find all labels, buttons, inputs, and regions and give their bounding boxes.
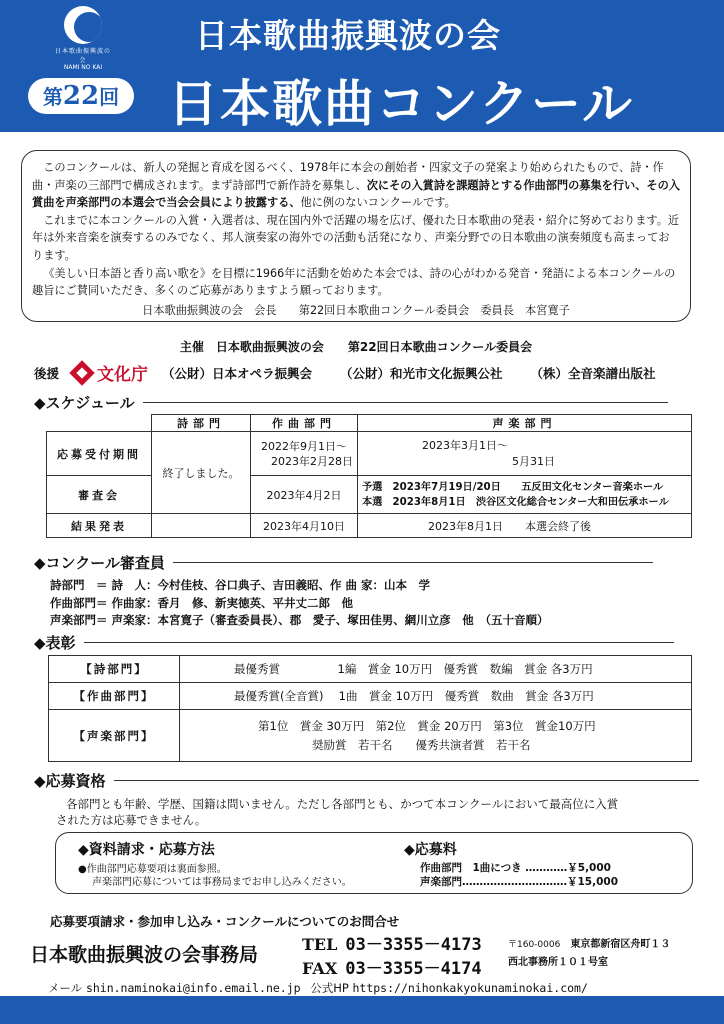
intro-text: このコンクールは、新人の発掘と育成を図るべく、1978年に本会の創始者・四家文子の発案より始められたもので、詩・作曲・声楽の三部門で構成されます。まず詩部門で新作詩を募集し、: [32, 161, 664, 192]
fax-label: FAX: [302, 959, 338, 978]
table-row: [49, 710, 692, 762]
organizers: 主催 日本歌曲振興波の会 第22回日本歌曲コンクール委員会: [179, 340, 533, 354]
phone-block: [302, 933, 482, 981]
request-line-2: 声楽部門応募については事務局までお申し込みください。: [92, 877, 352, 888]
wave-logo-icon: [64, 6, 102, 44]
bunka-text: 文化庁: [97, 365, 149, 385]
fee-dots: …………………………: [462, 876, 567, 888]
divider: [143, 402, 668, 403]
judges-vocal: 声楽部門＝ 声楽家：本宮寛子（審査委員長）、郡 愛子、塚田佳男、網川立彦 他 （五十音順）: [50, 613, 549, 627]
fee-composition: [404, 861, 618, 875]
comp-period-end: 2023年2月28日: [271, 454, 353, 468]
request-box: [55, 832, 693, 894]
divider: [114, 780, 699, 781]
request-heading: ◆資料請求・応募方法: [78, 842, 215, 858]
header-poetry: 詩部門: [152, 415, 251, 432]
intro-signature: 日本歌曲振興波の会 会長 第22回日本歌曲コンクール委員会 委員長 本宮寛子: [142, 303, 570, 317]
website-link[interactable]: https://nihonkakyokunaminokai.com/: [352, 981, 588, 995]
fax-number: 03－3355－4174: [345, 959, 482, 979]
mail-label: メール: [48, 981, 83, 995]
address-block: [508, 936, 670, 971]
table-row: [47, 432, 692, 476]
logo: [52, 6, 114, 71]
section-title: ◆スケジュール: [34, 394, 135, 412]
support-row: [34, 360, 704, 385]
tel-number: 03－3355－4173: [345, 935, 482, 955]
judges-heading: [34, 552, 653, 573]
vocal-period: [358, 432, 692, 476]
tel-label: TEL: [302, 935, 338, 954]
email-hp-line: [48, 980, 588, 996]
fee-vocal: [404, 875, 618, 889]
header-banner: [0, 0, 724, 132]
support-label: 後援: [34, 365, 60, 381]
award-vocal: [180, 710, 692, 762]
tel-line: [302, 933, 482, 957]
table-row: [47, 476, 692, 514]
vocal-period-start: 2023年3月1日～: [422, 438, 508, 452]
address-2: 西北事務所１０１号室: [508, 957, 608, 968]
qualification-heading: [34, 770, 699, 791]
award-vocal-line-1: 第1位 賞金 30万円 第2位 賞金 20万円 第3位 賞金10万円: [258, 718, 596, 733]
org-title: 日本歌曲振興波の会: [195, 16, 501, 55]
fee-label: 声楽部門: [420, 876, 462, 888]
address-line-2: [508, 954, 670, 971]
awards-heading: [34, 632, 674, 653]
award-label-composition: 【作曲部門】: [49, 683, 180, 710]
intro-text: 他に例のないコンクールです。: [300, 196, 456, 210]
schedule-table: [46, 414, 692, 538]
badge-number: 22: [62, 81, 100, 111]
section-title: ◆応募資格: [34, 772, 106, 790]
support-sponsor-1: （公財）日本オペラ振興会: [162, 365, 313, 381]
table-row: [49, 683, 692, 710]
comp-judging: 2023年4月2日: [251, 476, 358, 514]
section-title: ◆表彰: [34, 634, 76, 652]
comp-period: [251, 432, 358, 476]
intro-emphasis: 次にその入賞詩を課題詩とする作曲部門の募集を行い、その入賞曲を声楽部門の本選会で当会会員により披露する、: [32, 178, 680, 210]
logo-en-text: NAMI NO KAI: [63, 64, 103, 71]
support-sponsor-2: （公財）和光市文化振興公社: [340, 365, 503, 381]
badge-suffix: 回: [99, 85, 120, 109]
schedule-heading: [34, 392, 668, 413]
fee-dots: …………: [525, 862, 568, 874]
email-link[interactable]: shin.naminokai@info.email.ne.jp: [85, 981, 301, 995]
prelim-text: 予選 2023年7月19日/20日 五反田文化センター音楽ホール: [362, 481, 664, 493]
fee-amount: ￥5,000: [567, 862, 611, 874]
bunka-logo: [73, 360, 148, 385]
comp-period-start: 2022年9月1日～: [261, 439, 347, 453]
divider: [173, 562, 653, 563]
award-label-vocal: 【声楽部門】: [49, 710, 180, 762]
poetry-result: [152, 514, 251, 538]
qualification-line-1: 各部門とも年齢、学歴、国籍は問いません。ただし各部門とも、かつて本コンクールにおいて最高位に入賞: [66, 797, 619, 811]
fee-label: 作曲部門 1曲につき: [420, 862, 522, 874]
vocal-result: 2023年8月1日 本選会終了後: [358, 514, 692, 538]
comp-result: 2023年4月10日: [251, 514, 358, 538]
bunka-mark-icon: [69, 360, 94, 385]
fee-section: [404, 839, 618, 889]
judges-poetry: 詩部門 ＝ 詩 人：今村佳枝、谷口典子、吉田義昭、作 曲 家：山本 学: [50, 578, 431, 592]
fee-amount: ￥15,000: [567, 876, 619, 888]
header-composition: 作曲部門: [251, 415, 358, 432]
request-line-1: ●作曲部門応募要項は裏面参照。: [78, 864, 227, 875]
logo-jp-text: 日本歌曲振興波の会: [54, 48, 111, 64]
award-poetry: 最優秀賞 1編 賞金 10万円 優秀賞 数編 賞金 各3万円: [180, 656, 692, 683]
section-title: ◆コンクール審査員: [34, 554, 165, 572]
table-header-row: [47, 415, 692, 432]
badge-prefix: 第: [42, 85, 63, 109]
final-text: 本選 2023年8月1日 渋谷区文化総合センター大和田伝承ホール: [362, 496, 669, 508]
inquiry-title: 応募要項請求・参加申し込み・コンクールについてのお問合せ: [50, 914, 400, 929]
vocal-judging: [358, 476, 692, 514]
vocal-period-end: 5月31日: [512, 454, 555, 468]
footer-bar: [0, 996, 724, 1024]
fee-heading: ◆応募料: [404, 842, 457, 858]
office-name: 日本歌曲振興波の会事務局: [30, 944, 259, 966]
poetry-status: 終了しました。: [152, 432, 251, 514]
award-label-poetry: 【詩部門】: [49, 656, 180, 683]
table-row: [49, 656, 692, 683]
intro-paragraph-1: [32, 159, 680, 212]
edition-badge: [28, 78, 134, 114]
hp-label: 公式HP: [310, 981, 349, 995]
award-vocal-line-2: 奨励賞 若干名 優秀共演者賞 若干名: [312, 737, 531, 752]
contest-title: 日本歌曲コンクール: [168, 75, 634, 133]
row-label: 応募受付期間: [47, 432, 152, 476]
judges-list: [50, 577, 549, 630]
intro-paragraph-3: 《美しい日本語と香り高い歌を》を目標に1966年に活動を始めた本会では、詩の心がわかる発音・発語による本コンクールの趣旨にご賛同いただき、多くのご応募がありますよう願っております。: [32, 266, 676, 298]
header-vocal: 声楽部門: [358, 415, 692, 432]
qualification-line-2: された方は応募できません。: [56, 813, 207, 827]
address-1: 東京都新宿区舟町１３: [570, 939, 671, 950]
fax-line: [302, 957, 482, 981]
address-line-1: [508, 936, 670, 954]
awards-table: [48, 655, 692, 762]
award-composition: 最優秀賞(全音賞) 1曲 賞金 10万円 優秀賞 数曲 賞金 各3万円: [180, 683, 692, 710]
request-method: [78, 839, 352, 889]
row-label: 結果発表: [47, 514, 152, 538]
judges-composition: 作曲部門＝ 作曲家：香月 修、新実徳英、平井丈二郎 他: [50, 595, 354, 610]
zip-code: 〒160-0006: [508, 940, 561, 950]
qualification-text: [56, 796, 619, 828]
support-sponsor-3: （株）全音楽譜出版社: [530, 365, 656, 381]
divider: [84, 642, 674, 643]
intro-box: [21, 150, 691, 322]
intro-paragraph-2: これまでに本コンクールの入賞・入選者は、現在国内外で活躍の場を広げ、優れた日本歌曲の発表・紹介に努めております。近年は外来音楽を演奏するのみでなく、邦人演奏家の海外での活動も活発になり、声楽分野での日本歌曲の演奏頻度も高まっております。: [32, 213, 680, 262]
table-row: [47, 514, 692, 538]
row-label: 審査会: [47, 476, 152, 514]
table-corner: [47, 415, 152, 432]
